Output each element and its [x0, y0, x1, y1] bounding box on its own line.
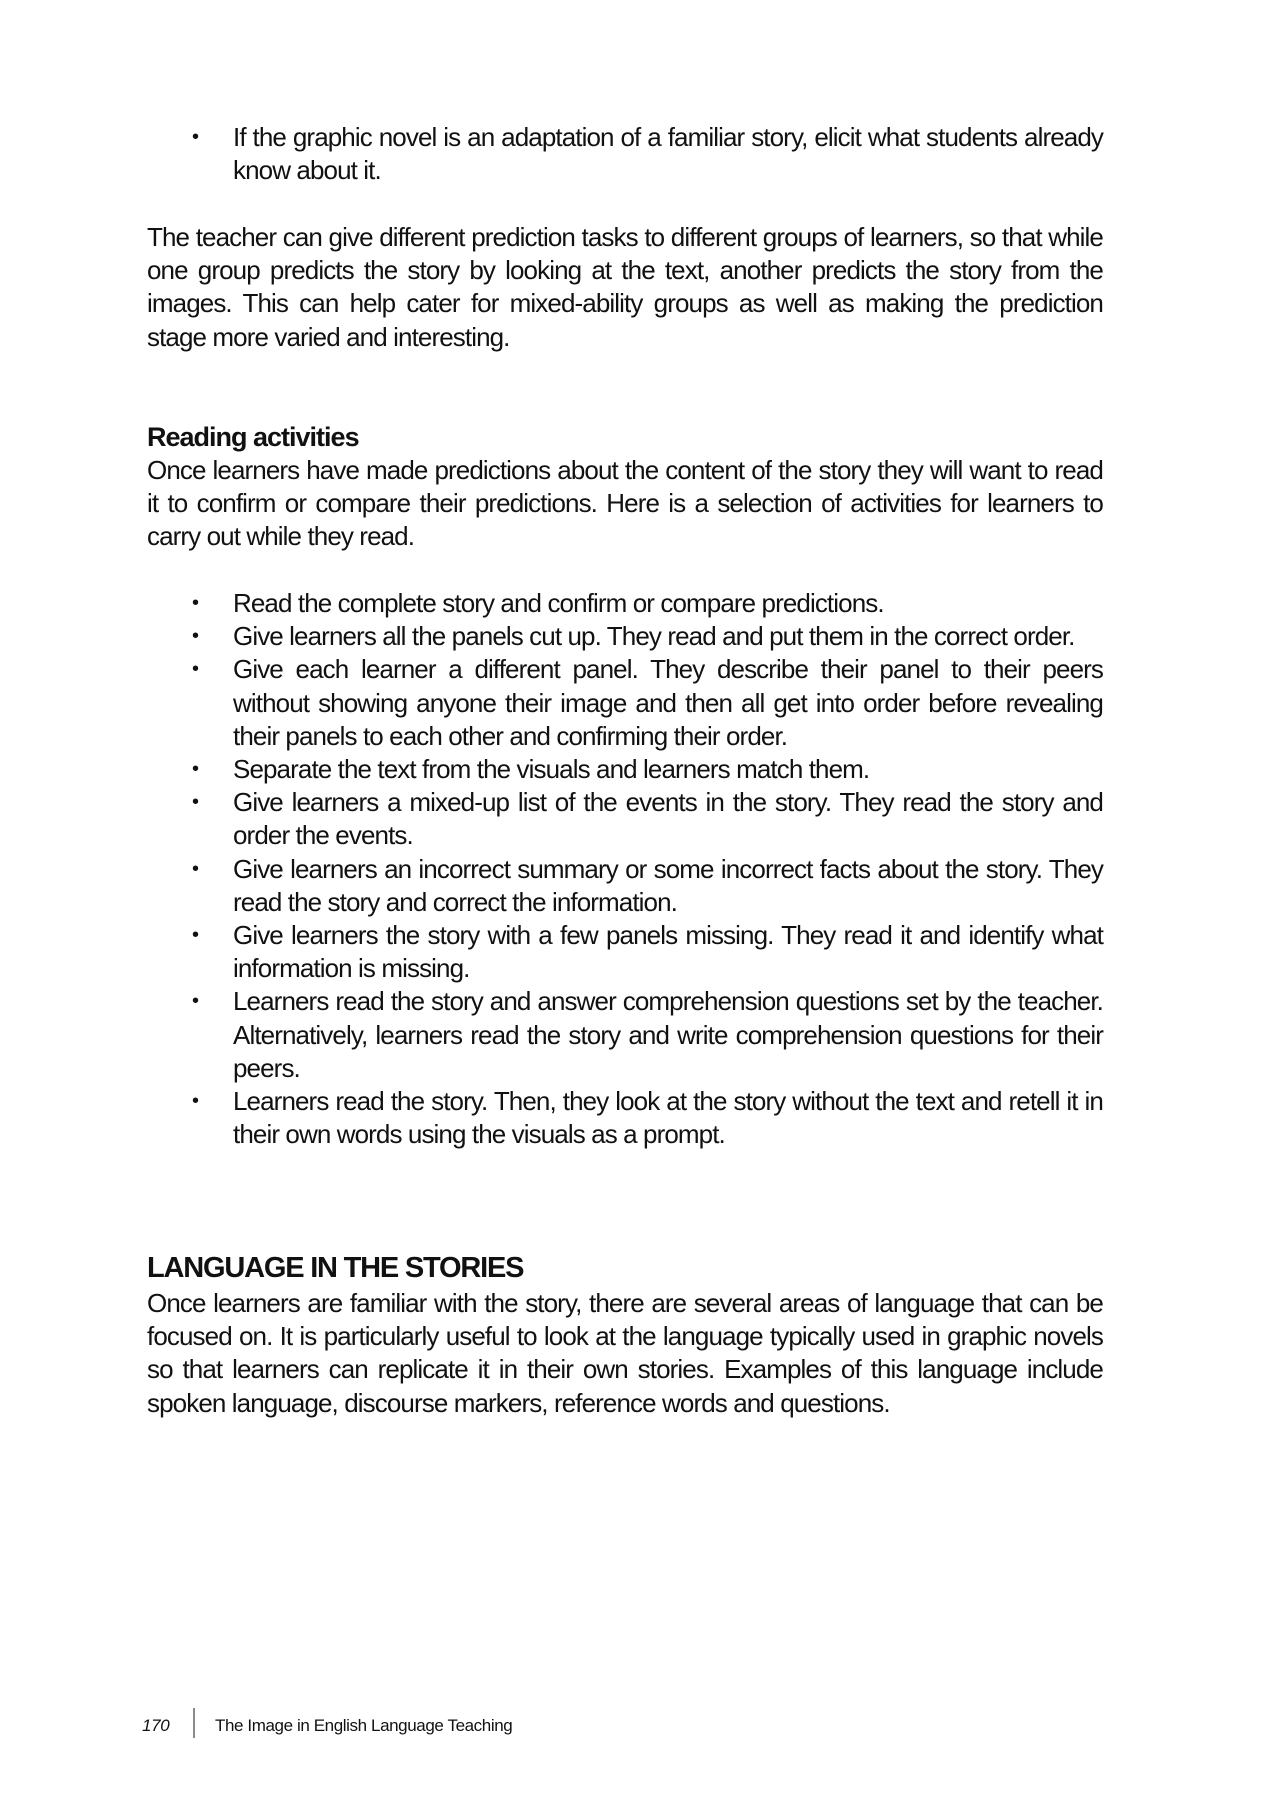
section-heading-reading-activities: Reading activities: [147, 422, 359, 452]
reading-activities-list: [190, 587, 1103, 1151]
bullet-icon: •: [192, 126, 199, 148]
list-item: [190, 985, 1103, 1085]
book-title: The Image in English Language Teaching: [215, 1716, 513, 1735]
bullet-icon: •: [192, 658, 199, 681]
list-item-text: Learners read the story and answer comprehension questions set by the teacher. Alternatively, learners read the story and write comprehension questions for their peers.: [233, 986, 1103, 1083]
page-number: 170: [142, 1716, 170, 1735]
list-item: [190, 653, 1103, 753]
list-item-text: Separate the text from the visuals and learners match them.: [233, 754, 870, 785]
list-item: [190, 919, 1103, 985]
list-item: [190, 753, 1103, 786]
bullet-icon: •: [192, 924, 199, 947]
section-heading-language-in-the-stories: LANGUAGE IN THE STORIES: [147, 1252, 524, 1284]
page-footer: [0, 1700, 1269, 1750]
list-item-text: Give learners all the panels cut up. They read and put them in the correct order.: [233, 621, 1075, 652]
list-item: [190, 121, 1103, 187]
reading-activities-paragraph: Once learners have made predictions about the content of the story they will want to read it to confirm or compare their predictions. Here is a selection of activities for learners to carry out while they read.: [147, 455, 1103, 552]
list-item-text: Learners read the story. Then, they look at the story without the text and retell it in their own words using the visuals as a prompt.: [233, 1086, 1103, 1150]
language-section-paragraph: Once learners are familiar with the story, there are several areas of language that can be focused on. It is particularly useful to look at the language typically used in graphic novels so that learners can replicate it in their own stories. Examples of this language include spoken language, discourse markers, reference words and questions.: [147, 1288, 1103, 1418]
bullet-icon: •: [192, 592, 199, 614]
bullet-icon: •: [192, 758, 199, 781]
top-bullet-list: [190, 121, 1103, 187]
bullet-icon: •: [192, 791, 199, 814]
list-item-text: Give learners an incorrect summary or some incorrect facts about the story. They read the story and correct the information.: [233, 853, 1103, 917]
list-item: [190, 587, 1103, 620]
list-item-text: Give each learner a different panel. They describe their panel to their peers without showing anyone their image and then all get into order before revealing their panels to each other and confirming their order.: [233, 654, 1103, 751]
bullet-icon: •: [192, 1090, 199, 1113]
list-item-text: Read the complete story and confirm or compare predictions.: [233, 588, 884, 618]
list-item: [190, 620, 1103, 653]
bullet-icon: •: [192, 990, 199, 1013]
list-item: [190, 1085, 1103, 1151]
list-item-text: Give learners the story with a few panels missing. They read it and identify what information is missing.: [233, 920, 1103, 984]
bullet-icon: •: [192, 625, 199, 648]
list-item-text: Give learners a mixed-up list of the events in the story. They read the story and order the events.: [233, 787, 1103, 851]
footer-separator: [193, 1708, 195, 1738]
intro-paragraph: The teacher can give different prediction tasks to different groups of learners, so that while one group predicts the story by looking at the text, another predicts the story from the images. This can help cater for mixed-ability groups as well as making the prediction stage more varied and interesting.: [147, 222, 1103, 352]
list-item: [190, 853, 1103, 919]
list-item: [190, 786, 1103, 852]
list-item-text: If the graphic novel is an adaptation of a familiar story, elicit what students already know about it.: [233, 122, 1103, 186]
bullet-icon: •: [192, 857, 199, 880]
